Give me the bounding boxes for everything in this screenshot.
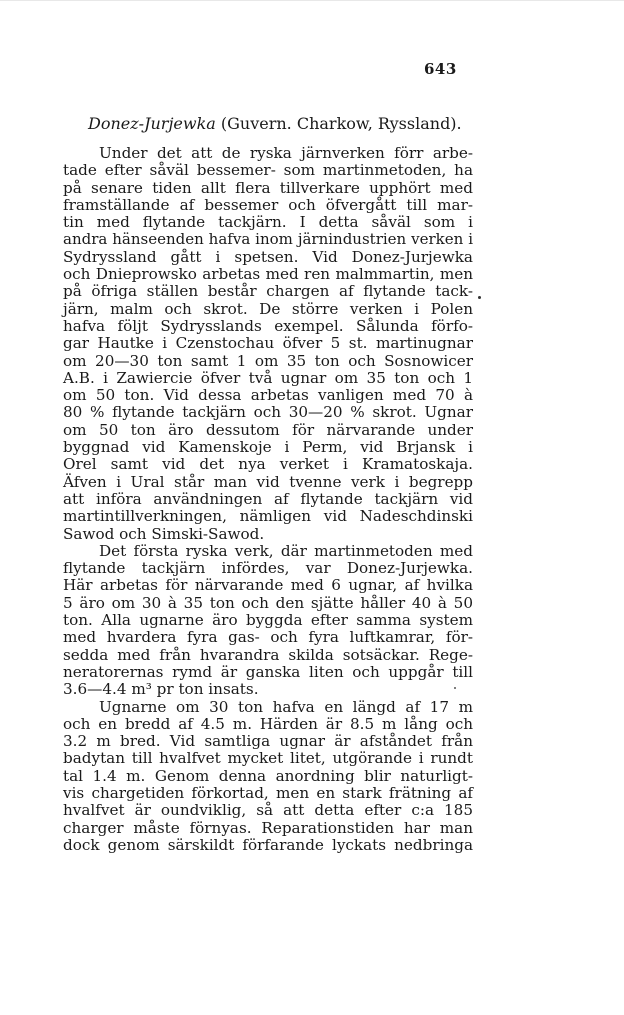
text-line: Äfven i Ural står man vid tvenne verk i begrepp [63, 472, 473, 491]
text-line: martintillverkningen, nämligen vid Nadeschdinski [63, 507, 473, 526]
text-line: på senare tiden allt flera tillverkare upphört med [63, 178, 473, 197]
text-line: Sawod och Simski-Sawod. [63, 524, 265, 543]
text-line: 3.6—4.4 m³ pr ton insats. [63, 680, 259, 699]
text-line: A.B. i Zawiercie öfver två ugnar om 35 ton och 1 [63, 368, 473, 387]
text-line: neratorernas rymd är ganska liten och uppgår till [63, 662, 473, 681]
text-line: charger måste förnyas. Reparationstiden har man [63, 818, 473, 837]
text-line: och Dnieprowsko arbetas med ren malmmartin, men [63, 265, 473, 284]
text-line: ton. Alla ugnarne äro byggda efter samma system [63, 611, 473, 630]
text-line: Sydryssland gått i spetsen. Vid Donez-Jurjewka [63, 247, 473, 266]
text-line: om 50 ton. Vid dessa arbetas vanligen med 70 à [63, 386, 473, 405]
ink-speck [454, 687, 456, 689]
text-line: med hvardera fyra gas- och fyra luftkamrar, för- [63, 628, 473, 647]
text-line: om 20—30 ton samt 1 om 35 ton och Sosnowicer [63, 351, 473, 370]
text-line: tade efter såväl bessemer- som martinmetoden, ha [63, 161, 473, 180]
text-line: framställande af bessemer och öfvergått till mar- [63, 195, 473, 214]
text-line: andra hänseenden hafva inom järnindustrien verken i [63, 230, 473, 249]
text-line: tin med flytande tackjärn. I detta såväl som i [63, 213, 473, 232]
text-line: 3.2 m bred. Vid samtliga ugnar är afståndet från [63, 732, 473, 751]
text-line: dock genom särskildt förfarande lyckats nedbringa [63, 835, 473, 854]
text-line: Här arbetas för närvarande med 6 ugnar, af hvilka [63, 576, 473, 595]
text-line: på öfriga ställen består chargen af flytande tack- [63, 282, 473, 301]
text-line: om 50 ton äro dessutom för närvarande under [63, 420, 473, 439]
text-line: sedda med från hvarandra skilda sotsäckar. Rege- [63, 645, 473, 664]
text-line: Orel samt vid det nya verket i Kramatoskaja. [63, 455, 473, 474]
text-line: och en bredd af 4.5 m. Härden är 8.5 m lång och [63, 714, 473, 733]
text-line: Ugnarne om 30 ton hafva en längd af 17 m [99, 697, 473, 716]
text-line: byggnad vid Kamenskoje i Perm, vid Brjansk i [63, 438, 473, 457]
text-line: Under det att de ryska järnverken förr arbe- [99, 144, 473, 162]
body-text [63, 145, 473, 854]
text-line: gar Hautke i Czenstochau öfver 5 st. martinugnar [63, 334, 473, 353]
text-line: Det första ryska verk, där martinmetoden med [99, 541, 473, 560]
text-line: hafva följt Sydrysslands exempel. Sålunda förfo- [63, 316, 473, 335]
text-line: vis chargetiden förkortad, men en stark frätning af [63, 783, 473, 802]
text-line: hvalfvet är oundviklig, så att detta efter c:a 185 [63, 801, 473, 820]
text-line: badytan till hvalfvet mycket litet, utgörande i rundt [63, 749, 473, 768]
section-title [88, 114, 462, 133]
text-line: att införa användningen af flytande tackjärn vid [63, 489, 473, 508]
page-top-edge [0, 0, 624, 1]
section-title-region: (Guvern. Charkow, Ryssland). [215, 114, 462, 133]
text-line: flytande tackjärn infördes, var Donez-Jurjewka. [63, 559, 473, 578]
section-title-place: Donez-Jurjewka [88, 114, 216, 133]
text-line: 5 äro om 30 à 35 ton och den sjätte håller 40 à 50 [63, 593, 473, 612]
text-line: järn, malm och skrot. De större verken i Polen [63, 299, 473, 318]
text-line: tal 1.4 m. Genom denna anordning blir naturligt- [63, 766, 473, 785]
text-line: 80 % flytande tackjärn och 30—20 % skrot. Ugnar [63, 403, 473, 422]
page-number: 643 [424, 60, 457, 78]
ink-speck [478, 296, 481, 299]
